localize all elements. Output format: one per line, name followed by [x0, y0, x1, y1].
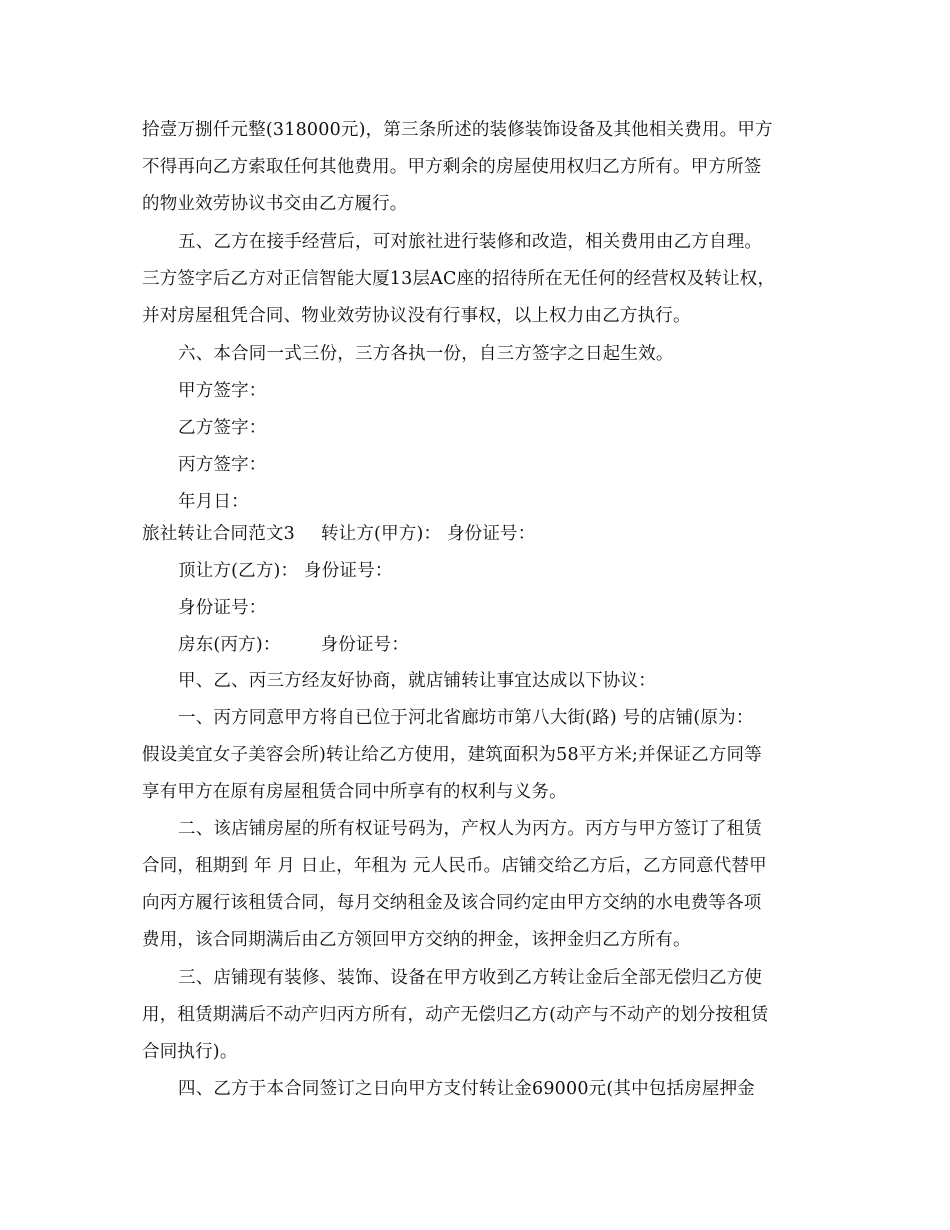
signature-line-party-a: 甲方签字：: [178, 381, 267, 401]
sample-title-line: [142, 516, 822, 552]
paragraph-line: 不得再向乙方索取任何其他费用。甲方剩余的房屋使用权归乙方所有。甲方所签: [142, 157, 762, 177]
paragraph-line: 用，租赁期满后不动产归丙方所有，动产无偿归乙方(动产与不动产的划分按租赁: [142, 1005, 769, 1025]
paragraph-line: 五、乙方在接手经营后，可对旅社进行装修和改造，相关费用由乙方自理。: [178, 232, 763, 252]
paragraph-line: 顶让方(乙方)： 身份证号：: [178, 561, 393, 581]
signature-line-party-c: 丙方签字：: [178, 455, 267, 475]
paragraph-line: 甲、乙、丙三方经友好协商，就店铺转让事宜达成以下协议：: [178, 671, 656, 691]
signature-line-party-b: 乙方签字：: [178, 418, 267, 438]
paragraph-line: 假设美宜女子美容会所)转让给乙方使用，建筑面积为58平方米;并保证乙方同等: [142, 745, 762, 765]
paragraph-line: 合同，租期到 年 月 日止，年租为 元人民币。店铺交给乙方后，乙方同意代替甲: [142, 856, 767, 876]
paragraph-line: 三、店铺现有装修、装饰、设备在甲方收到乙方转让金后全部无偿归乙方使: [178, 968, 763, 988]
landlord-label: 房东(丙方)：: [178, 635, 281, 655]
transferor-line: 转让方(甲方)： 身份证号：: [320, 524, 536, 544]
sample-title: 旅社转让合同范文3: [142, 524, 295, 544]
paragraph-line: 并对房屋租凭合同、物业效劳协议没有行事权，以上权力由乙方执行。: [142, 306, 691, 326]
paragraph-line: 的物业效劳协议书交由乙方履行。: [142, 194, 408, 214]
paragraph-line: 身份证号：: [178, 598, 267, 618]
date-line: 年月日：: [178, 492, 249, 512]
landlord-line: [178, 627, 858, 663]
paragraph-line: 三方签字后乙方对正信智能大厦13层AC座的招待所在无任何的经营权及转让权，: [142, 269, 776, 289]
landlord-id: 身份证号：: [320, 635, 410, 655]
paragraph-line: 合同执行)。: [142, 1042, 238, 1062]
paragraph-line: 二、该店铺房屋的所有权证号码为，产权人为丙方。丙方与甲方签订了租赁: [178, 819, 763, 839]
paragraph-line: 向丙方履行该租赁合同，每月交纳租金及该合同约定由甲方交纳的水电费等各项: [142, 893, 762, 913]
paragraph-line: 拾壹万捌仟元整(318000元)，第三条所述的装修装饰设备及其他相关费用。甲方: [142, 120, 773, 140]
paragraph-line: 享有甲方在原有房屋租赁合同中所享有的权利与义务。: [142, 782, 567, 802]
paragraph-line: 一、丙方同意甲方将自已位于河北省廊坊市第八大街(路) 号的店铺(原为：: [178, 708, 754, 728]
paragraph-line: 四、乙方于本合同签订之日向甲方支付转让金69000元(其中包括房屋押金: [178, 1079, 755, 1099]
paragraph-line: 费用，该合同期满后由乙方领回甲方交纳的押金，该押金归乙方所有。: [142, 930, 691, 950]
paragraph-line: 六、本合同一式三份，三方各执一份，自三方签字之日起生效。: [178, 344, 674, 364]
